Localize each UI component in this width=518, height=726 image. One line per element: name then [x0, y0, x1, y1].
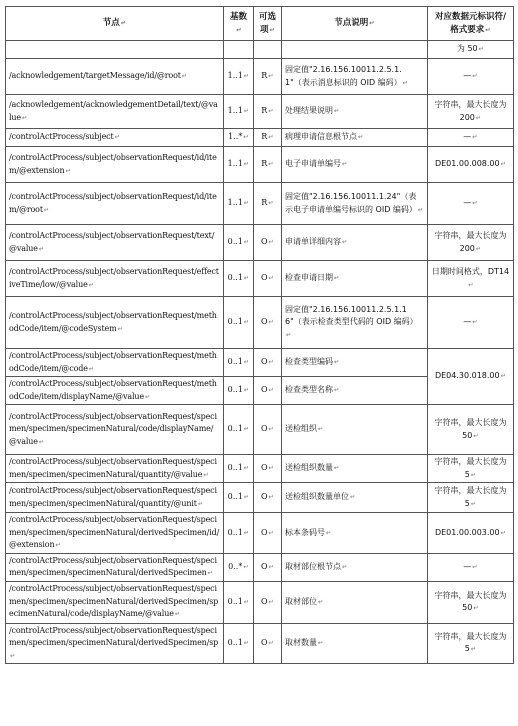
- paragraph-mark: ↵: [174, 610, 181, 619]
- optional-cell: [254, 183, 282, 225]
- optional-cell-text: O: [260, 273, 268, 283]
- cardinality-cell-text: 0..1: [227, 385, 243, 395]
- paragraph-mark: ↵: [88, 364, 95, 373]
- table-row: [6, 261, 514, 297]
- node-cell: [6, 225, 224, 261]
- paragraph-mark: ↵: [342, 238, 348, 247]
- description-cell-text: 电子申请单编号: [285, 159, 341, 169]
- paragraph-mark: ↵: [468, 280, 474, 289]
- node-cell-text: /acknowledgement/acknowledgementDetail/text/@value: [9, 100, 218, 122]
- format-cell-text: —: [463, 71, 472, 81]
- paragraph-mark: ↵: [472, 562, 478, 571]
- description-cell: [282, 623, 428, 664]
- table-row: [6, 129, 514, 147]
- optional-cell: [254, 225, 282, 261]
- cardinality-cell-text: 0..*: [228, 561, 243, 571]
- paragraph-mark: ↵: [43, 205, 50, 214]
- format-cell: [428, 623, 514, 664]
- format-cell-text: 为 50: [456, 44, 478, 54]
- optional-cell: [254, 297, 282, 349]
- description-cell: [282, 405, 428, 455]
- paragraph-mark: ↵: [334, 107, 340, 116]
- paragraph-mark: ↵: [417, 205, 424, 214]
- cardinality-cell-text: 0..1: [227, 424, 243, 434]
- description-cell-text: 病理申请信息根节点: [285, 132, 357, 142]
- format-cell: [428, 95, 514, 129]
- description-cell-text: 检查类型名称: [285, 385, 333, 395]
- paragraph-mark: ↵: [472, 199, 478, 208]
- description-cell: [282, 183, 428, 225]
- optional-cell-text: R: [261, 159, 268, 169]
- description-cell: [282, 59, 428, 95]
- optional-cell: [254, 349, 282, 377]
- cardinality-cell: [224, 59, 254, 95]
- format-cell-text: DE01.00.003.00: [434, 527, 500, 537]
- optional-cell-text: R: [261, 71, 268, 81]
- header-format: 对应数据元标识符/格式要求↵: [428, 7, 514, 41]
- cardinality-cell: [224, 405, 254, 455]
- format-cell: [428, 297, 514, 349]
- cardinality-cell: [224, 129, 254, 147]
- table-row: [6, 41, 514, 59]
- format-cell-text: —: [463, 561, 472, 571]
- paragraph-mark: ↵: [243, 464, 250, 473]
- node-cell-text: /controlActProcess/subject/observationRequest/specimen/specimen/specimenNatural/derivedSpecimen/specimenNatural/code/displayName/@value: [9, 584, 219, 619]
- paragraph-mark: ↵: [470, 645, 477, 654]
- header-node: 节点↵: [6, 7, 224, 41]
- paragraph-mark: ↵: [268, 72, 274, 81]
- paragraph-mark: ↵: [22, 113, 28, 122]
- cardinality-cell: [224, 349, 254, 377]
- cardinality-cell-text: 0..1: [227, 317, 243, 327]
- description-cell: [282, 297, 428, 349]
- format-cell-text: DE01.00.008.00: [434, 159, 500, 169]
- paragraph-mark: ↵: [318, 639, 324, 647]
- format-cell-text: 字符串，最大长度为 5: [434, 631, 507, 654]
- format-cell: [428, 553, 514, 581]
- paragraph-mark: ↵: [243, 425, 250, 434]
- cardinality-cell: [224, 41, 254, 59]
- paragraph-mark: ↵: [243, 274, 250, 283]
- node-cell-text: /controlActProcess/subject/observationRequest/methodCode/item/@code: [9, 351, 217, 373]
- paragraph-mark: ↵: [114, 133, 120, 142]
- paragraph-mark: ↵: [243, 639, 250, 647]
- cardinality-cell: [224, 455, 254, 483]
- paragraph-mark: ↵: [117, 324, 123, 333]
- paragraph-mark: ↵: [243, 238, 250, 247]
- table-row: [6, 183, 514, 225]
- format-cell: [428, 261, 514, 297]
- format-cell-text: —: [463, 317, 472, 327]
- table-row: [6, 581, 514, 623]
- description-cell-text: 取材部位根节点: [285, 561, 341, 571]
- node-cell-text: /controlActProcess/subject/observationRequest/text/@value: [9, 231, 215, 253]
- paragraph-mark: ↵: [197, 499, 204, 508]
- node-cell: [6, 553, 224, 581]
- node-cell-text: /controlActProcess/subject/observationRequest/specimen/specimen/specimenNatural/derivedSpecimen: [9, 555, 217, 577]
- paragraph-mark: ↵: [65, 166, 71, 175]
- cardinality-cell: [224, 95, 254, 129]
- optional-cell-text: O: [260, 561, 268, 571]
- paragraph-mark: ↵: [358, 133, 364, 142]
- node-cell: [6, 513, 224, 554]
- cardinality-cell: [224, 553, 254, 581]
- paragraph-mark: ↵: [334, 464, 340, 473]
- paragraph-mark: ↵: [268, 318, 274, 327]
- format-cell-text: 字符串，最大长度为 5: [434, 486, 507, 508]
- paragraph-mark: ↵: [207, 569, 213, 577]
- cardinality-cell: [224, 483, 254, 513]
- optional-cell: [254, 581, 282, 623]
- node-cell: [6, 261, 224, 297]
- format-cell: [428, 483, 514, 513]
- cardinality-cell-text: 0..1: [227, 273, 243, 283]
- table-row: [6, 225, 514, 261]
- format-cell-text: 字符串，最大长度为 50: [434, 418, 507, 440]
- paragraph-mark: ↵: [326, 528, 332, 537]
- optional-cell-text: O: [260, 424, 268, 434]
- format-cell: [428, 225, 514, 261]
- description-cell-text: 检查申请日期: [285, 273, 333, 283]
- paragraph-mark: ↵: [243, 160, 250, 169]
- paragraph-mark: ↵: [268, 493, 274, 502]
- paragraph-mark: ↵: [145, 392, 151, 401]
- node-cell: [6, 377, 224, 405]
- optional-cell-text: O: [260, 317, 268, 327]
- format-cell: [428, 59, 514, 95]
- node-cell-text: /controlActProcess/subject/observationRequest/specimen/specimen/specimenNatural/quantity/@unit: [9, 486, 217, 508]
- format-cell-text: DE04.30.018.00: [434, 371, 500, 381]
- paragraph-mark: ↵: [243, 562, 249, 571]
- format-cell: [428, 405, 514, 455]
- paragraph-mark: ↵: [472, 72, 478, 81]
- format-cell-text: 日期时间格式，DT14: [431, 267, 510, 276]
- node-cell-text: /controlActProcess/subject/observationRequest/methodCode/item/displayName/@value: [9, 379, 217, 401]
- format-cell: [428, 183, 514, 225]
- paragraph-mark: ↵: [470, 470, 477, 479]
- paragraph-mark: ↵: [268, 425, 274, 434]
- paragraph-mark: ↵: [334, 358, 340, 367]
- format-cell-text: —: [463, 198, 472, 208]
- node-cell: [6, 59, 224, 95]
- cardinality-cell: [224, 183, 254, 225]
- optional-cell: [254, 455, 282, 483]
- cardinality-cell-text: 0..1: [227, 596, 243, 606]
- paragraph-mark: ↵: [243, 318, 250, 327]
- optional-cell: [254, 623, 282, 664]
- optional-cell-text: O: [260, 385, 268, 395]
- description-cell-text: 送检组织数量单位: [285, 492, 349, 502]
- cardinality-cell: [224, 623, 254, 664]
- paragraph-mark: ↵: [268, 133, 274, 142]
- optional-cell-text: O: [260, 463, 268, 473]
- description-cell: [282, 95, 428, 129]
- optional-cell-text: O: [260, 492, 268, 502]
- header-cardinality: 基数↵: [224, 7, 254, 41]
- optional-cell-text: O: [260, 237, 268, 247]
- description-cell-text: 标本条码号: [285, 527, 325, 537]
- description-cell: [282, 147, 428, 183]
- cardinality-cell-text: 0..1: [227, 638, 243, 647]
- cardinality-cell: [224, 261, 254, 297]
- paragraph-mark: ↵: [472, 318, 478, 327]
- paragraph-mark: ↵: [243, 358, 250, 367]
- table-row: [6, 147, 514, 183]
- paragraph-mark: ↵: [243, 133, 249, 142]
- paragraph-mark: ↵: [268, 107, 274, 116]
- description-cell-text: 送检组织: [285, 424, 317, 434]
- paragraph-mark: ↵: [402, 78, 409, 87]
- format-cell: [428, 513, 514, 554]
- paragraph-mark: ↵: [243, 107, 250, 116]
- description-cell-text: 检查类型编码: [285, 357, 333, 367]
- node-cell-text: /controlActProcess/subject/observationRequest/id/item/@extension: [9, 153, 217, 175]
- optional-cell: [254, 405, 282, 455]
- paragraph-mark: ↵: [342, 562, 348, 571]
- table-row: [6, 553, 514, 581]
- description-cell-text: 取材数量: [285, 638, 317, 647]
- paragraph-mark: ↵: [475, 244, 482, 253]
- table-row: [6, 513, 514, 554]
- node-cell: [6, 41, 224, 59]
- paragraph-mark: ↵: [243, 597, 250, 606]
- format-cell: [428, 349, 514, 405]
- paragraph-mark: ↵: [500, 372, 507, 381]
- paragraph-mark: ↵: [243, 72, 250, 81]
- cardinality-cell-text: 1..1: [227, 198, 243, 208]
- optional-cell: [254, 147, 282, 183]
- optional-cell: [254, 513, 282, 554]
- node-cell: [6, 297, 224, 349]
- node-cell: [6, 183, 224, 225]
- node-cell-text: /controlActProcess/subject/observationRequest/methodCode/item/@codeSystem: [9, 311, 217, 333]
- description-cell-text: 取材部位: [285, 596, 317, 606]
- description-cell: [282, 225, 428, 261]
- format-cell: [428, 41, 514, 59]
- paragraph-mark: ↵: [286, 330, 292, 339]
- paragraph-mark: ↵: [268, 274, 274, 283]
- description-cell: [282, 41, 428, 59]
- paragraph-mark: ↵: [243, 386, 250, 395]
- paragraph-mark: ↵: [473, 604, 479, 612]
- table-row: [6, 405, 514, 455]
- node-cell-text: /acknowledgement/targetMessage/id/@root: [9, 71, 181, 81]
- description-cell: [282, 581, 428, 623]
- node-cell: [6, 349, 224, 377]
- description-cell-text: 固定值"2.16.156.10011.2.5.1.1"（表示消息标识的 OID 编码）: [285, 65, 402, 87]
- description-cell-text: 固定值"2.16.156.10011.1.24"（表示电子申请单编号标识的 OID 编码）: [285, 192, 417, 214]
- paragraph-mark: ↵: [350, 493, 356, 502]
- optional-cell-text: R: [261, 132, 268, 142]
- paragraph-mark: ↵: [268, 160, 274, 169]
- optional-cell: [254, 129, 282, 147]
- paragraph-mark: ↵: [334, 274, 340, 283]
- node-cell: [6, 405, 224, 455]
- node-cell-text: /controlActProcess/subject/observationRequest/effectiveTime/low/@value: [9, 267, 219, 289]
- node-cell: [6, 455, 224, 483]
- node-cell-text: /controlActProcess/subject/observationRequest/id/item/@root: [9, 192, 217, 214]
- cardinality-cell-text: 1..1: [227, 71, 243, 81]
- cardinality-cell: [224, 147, 254, 183]
- paragraph-mark: ↵: [268, 597, 274, 606]
- format-cell-text: 字符串，最大长度为 5: [434, 457, 507, 479]
- header-optional: 可选项↵: [254, 7, 282, 41]
- table-row: [6, 59, 514, 95]
- node-cell: [6, 623, 224, 664]
- node-cell-text: /controlActProcess/subject/observationRequest/specimen/specimen/specimenNatural/quantity/@value: [9, 457, 217, 479]
- cardinality-cell-text: 0..1: [227, 463, 243, 473]
- optional-cell-text: O: [260, 357, 268, 367]
- optional-cell-text: R: [261, 198, 268, 208]
- description-cell-text: 固定值"2.16.156.10011.2.5.1.16"（表示检查类型代码的 OID 编码）: [285, 304, 418, 327]
- table-row: [6, 349, 514, 377]
- paragraph-mark: ↵: [203, 470, 209, 479]
- node-cell-text: /controlActProcess/subject/observationRequest/specimen/specimen/specimenNatural/derivedSpecimen/id/@extension: [9, 515, 220, 549]
- paragraph-mark: ↵: [181, 72, 188, 81]
- table-row: [6, 95, 514, 129]
- paragraph-mark: ↵: [38, 437, 45, 446]
- paragraph-mark: ↵: [268, 639, 274, 647]
- optional-cell: [254, 377, 282, 405]
- node-cell: [6, 129, 224, 147]
- paragraph-mark: ↵: [243, 493, 250, 502]
- description-cell: [282, 483, 428, 513]
- optional-cell: [254, 483, 282, 513]
- paragraph-mark: ↵: [268, 358, 274, 367]
- table-row: [6, 297, 514, 349]
- cardinality-cell-text: 0..1: [227, 357, 243, 367]
- format-cell: [428, 129, 514, 147]
- paragraph-mark: ↵: [268, 464, 274, 473]
- format-cell: [428, 147, 514, 183]
- description-cell: [282, 377, 428, 405]
- cardinality-cell: [224, 377, 254, 405]
- table-row: [6, 455, 514, 483]
- paragraph-mark: ↵: [55, 541, 61, 549]
- optional-cell: [254, 95, 282, 129]
- optional-cell: [254, 261, 282, 297]
- cardinality-cell: [224, 225, 254, 261]
- description-cell: [282, 129, 428, 147]
- paragraph-mark: ↵: [472, 133, 478, 142]
- node-cell-text: /controlActProcess/subject: [9, 132, 114, 142]
- cardinality-cell-text: 1..*: [228, 132, 243, 142]
- paragraph-mark: ↵: [318, 597, 324, 606]
- paragraph-mark: ↵: [334, 386, 340, 395]
- optional-cell-text: R: [261, 106, 268, 116]
- paragraph-mark: ↵: [268, 562, 274, 571]
- header-row: [6, 7, 514, 41]
- cardinality-cell-text: 1..1: [227, 159, 243, 169]
- paragraph-mark: ↵: [243, 199, 250, 208]
- format-cell-text: —: [463, 132, 472, 142]
- format-cell-text: 字符串，最大长度为 50: [434, 590, 507, 612]
- description-cell: [282, 553, 428, 581]
- cardinality-cell-text: 0..1: [227, 527, 243, 537]
- paragraph-mark: ↵: [38, 244, 45, 253]
- description-cell: [282, 513, 428, 554]
- description-cell-text: 处理结果说明: [285, 106, 333, 116]
- paragraph-mark: ↵: [268, 199, 274, 208]
- node-cell-text: /controlActProcess/subject/observationRequest/specimen/specimen/specimenNatural/derivedSpecimen/sp: [9, 625, 219, 647]
- paragraph-mark: ↵: [268, 528, 274, 537]
- cardinality-cell: [224, 297, 254, 349]
- optional-cell: [254, 41, 282, 59]
- description-cell: [282, 349, 428, 377]
- description-cell-text: 申请单详细内容: [285, 237, 341, 247]
- description-cell: [282, 261, 428, 297]
- optional-cell: [254, 59, 282, 95]
- description-cell: [282, 455, 428, 483]
- node-cell: [6, 483, 224, 513]
- spec-table: [5, 6, 514, 664]
- optional-cell-text: O: [260, 596, 268, 606]
- cardinality-cell-text: 0..1: [227, 492, 243, 502]
- cardinality-cell-text: 1..1: [227, 106, 243, 116]
- cardinality-cell: [224, 581, 254, 623]
- table-row: [6, 483, 514, 513]
- paragraph-mark: ↵: [88, 280, 94, 289]
- optional-cell-text: O: [260, 527, 268, 537]
- optional-cell: [254, 553, 282, 581]
- paragraph-mark: ↵: [500, 160, 507, 169]
- format-cell-text: 字符串，最大长度为 200: [434, 100, 507, 122]
- paragraph-mark: ↵: [478, 45, 485, 54]
- paragraph-mark: ↵: [470, 499, 477, 508]
- paragraph-mark: ↵: [268, 238, 274, 247]
- paragraph-mark: ↵: [473, 431, 479, 440]
- table-row: [6, 623, 514, 664]
- node-cell: [6, 95, 224, 129]
- paragraph-mark: ↵: [268, 386, 274, 395]
- paragraph-mark: ↵: [10, 651, 16, 660]
- paragraph-mark: ↵: [318, 425, 324, 434]
- node-cell: [6, 581, 224, 623]
- cardinality-cell: [224, 513, 254, 554]
- optional-cell-text: O: [260, 638, 268, 647]
- description-cell-text: 送检组织数量: [285, 463, 333, 473]
- node-cell-text: /controlActProcess/subject/observationRequest/specimen/specimen/specimenNatural/code/displayName/@value: [9, 411, 217, 446]
- paragraph-mark: ↵: [342, 160, 348, 169]
- paragraph-mark: ↵: [500, 528, 507, 537]
- format-cell: [428, 455, 514, 483]
- paragraph-mark: ↵: [243, 528, 250, 537]
- header-description: 节点说明↵: [282, 7, 428, 41]
- format-cell-text: 字符串，最大长度为 200: [434, 231, 507, 253]
- paragraph-mark: ↵: [475, 113, 482, 122]
- format-cell: [428, 581, 514, 623]
- cardinality-cell-text: 0..1: [227, 237, 243, 247]
- node-cell: [6, 147, 224, 183]
